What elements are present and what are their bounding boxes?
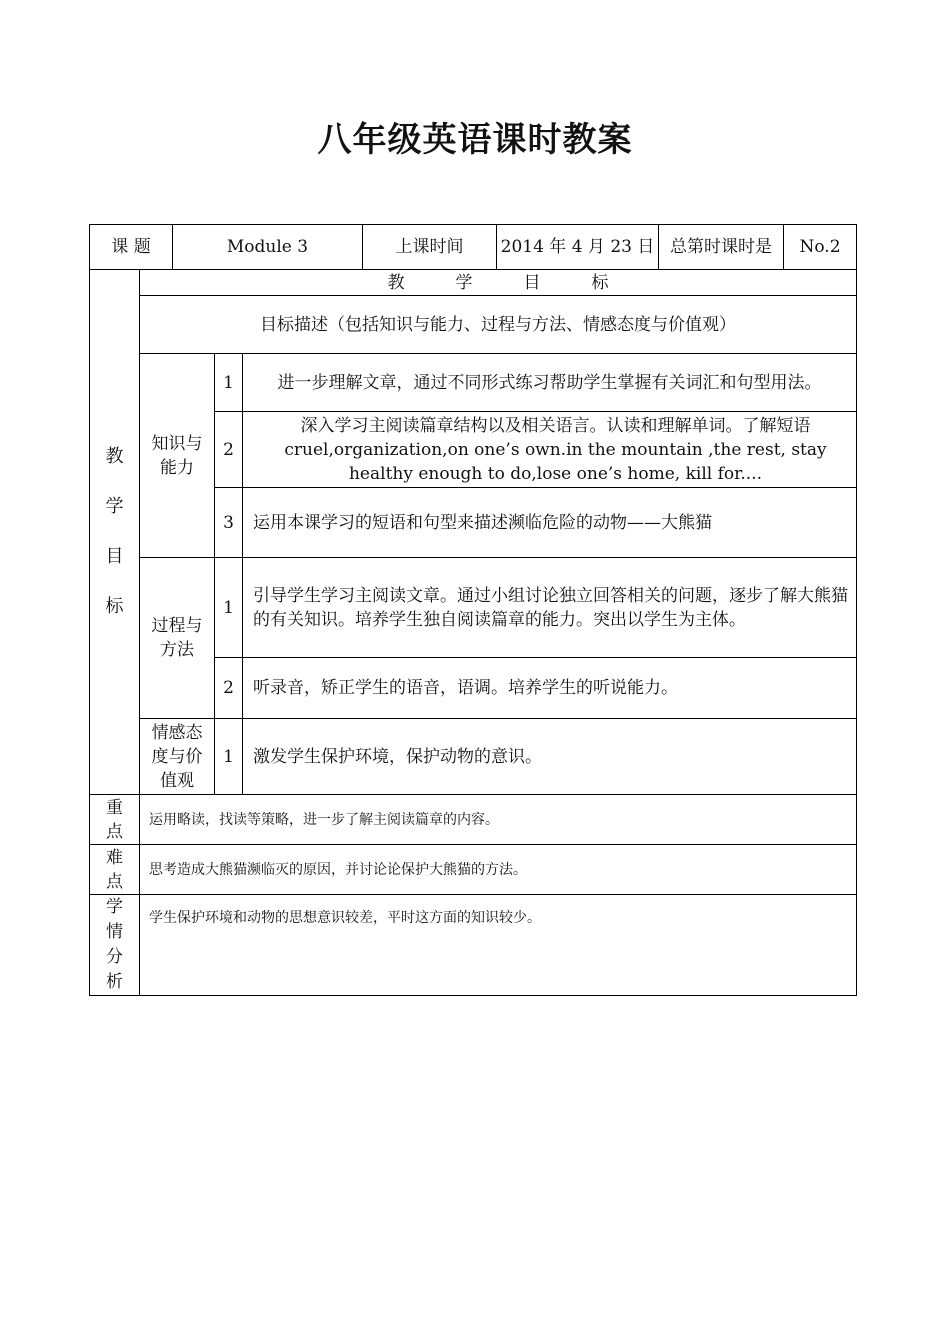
- emotion-num-1: 1: [214, 718, 243, 795]
- knowledge-num-2: 2: [214, 411, 243, 488]
- objectives-section-label: 教学目标: [89, 269, 140, 795]
- knowledge-num-3: 3: [214, 487, 243, 558]
- analysis-label: 学情分析: [89, 894, 140, 996]
- analysis-text: 学生保护环境和动物的思想意识较差，平时这方面的知识较少。: [139, 894, 857, 996]
- objectives-heading: 教 学 目 标: [139, 269, 857, 296]
- total-period-label: 总第时课时是: [658, 224, 784, 270]
- emotion-item-1: 激发学生保护环境，保护动物的意识。: [242, 718, 857, 795]
- process-num-2: 2: [214, 657, 243, 719]
- process-label: 过程与方法: [139, 557, 215, 719]
- topic-label: 课 题: [89, 224, 173, 270]
- objectives-description: 目标描述（包括知识与能力、过程与方法、情感态度与价值观）: [139, 295, 857, 354]
- total-period-value: No.2: [783, 224, 857, 270]
- topic-value: Module 3: [172, 224, 363, 270]
- process-item-1: 引导学生学习主阅读文章。通过小组讨论独立回答相关的问题，逐步了解大熊猫的有关知识。培养学生独自阅读篇章的能力。突出以学生为主体。: [242, 557, 857, 658]
- key-points-label: 重点: [89, 794, 140, 845]
- knowledge-num-1: 1: [214, 353, 243, 412]
- knowledge-label: 知识与能力: [139, 353, 215, 558]
- class-time-value: 2014 年 4 月 23 日: [496, 224, 659, 270]
- difficulties-text: 思考造成大熊猫濒临灭的原因，并讨论论保护大熊猫的方法。: [139, 844, 857, 895]
- document-title: 八年级英语课时教案: [317, 120, 633, 160]
- process-item-2: 听录音，矫正学生的语音，语调。培养学生的听说能力。: [242, 657, 857, 719]
- difficulties-label: 难点: [89, 844, 140, 895]
- key-points-text: 运用略读，找读等策略，进一步了解主阅读篇章的内容。: [139, 794, 857, 845]
- knowledge-item-1: 进一步理解文章，通过不同形式练习帮助学生掌握有关词汇和句型用法。: [242, 353, 857, 412]
- class-time-label: 上课时间: [362, 224, 497, 270]
- process-num-1: 1: [214, 557, 243, 658]
- knowledge-item-2: 深入学习主阅读篇章结构以及相关语言。认读和理解单词。了解短语 cruel,organization,on one’s own.in the mountain ,the rest, stay healthy enough to do,lose one’s home, kill for....: [242, 411, 857, 488]
- emotion-label: 情感态度与价值观: [139, 718, 215, 795]
- knowledge-item-3: 运用本课学习的短语和句型来描述濒临危险的动物——大熊猫: [242, 487, 857, 558]
